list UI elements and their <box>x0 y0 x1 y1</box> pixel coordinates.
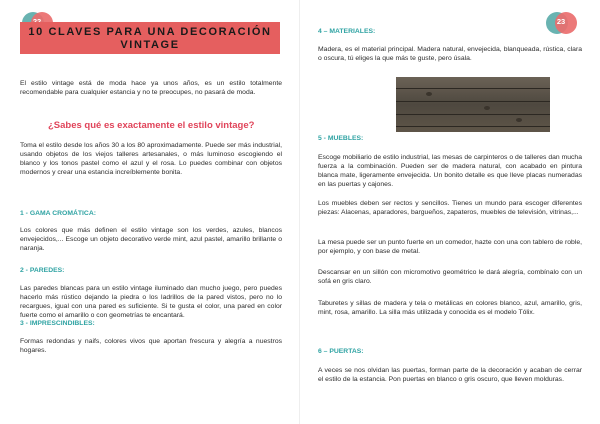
page-number: 23 <box>556 17 566 26</box>
section-text-imprescindibles: Formas redondas y naifs, colores vivos que aportan frescura y alegría a nuestros hogares. <box>20 338 282 354</box>
wood-planks-photo <box>396 77 550 132</box>
muebles-paragraph-1: Escoge mobiliario de estilo industrial, las mesas de carpinteros o de talleres dan mucha fuerza a la combinación. Pueden ser de madera natural, con acabado en pintura blanca mate, ligeramente envejecida. Un bonito detalle es que lleve placas numeradas en las puertas y cajones. <box>318 154 582 188</box>
title-line-1: 10 CLAVES PARA UNA DECORACIÓN <box>28 26 272 38</box>
section-heading-paredes: 2 - PAREDES: <box>20 267 65 274</box>
question-heading: ¿Sabes qué es exactamente el estilo vintage? <box>48 120 255 131</box>
section-text-puertas: A veces se nos olvidan las puertas, forman parte de la decoración y acaban de cerrar el estilo de la estancia. Pon puertas en blanco o gris oscuro, que lleven molduras. <box>318 367 582 383</box>
section-heading-materiales: 4 – MATERIALES: <box>318 28 376 35</box>
intro-paragraph: El estilo vintage está de moda hace ya unos años, es un estilo totalmente recomendable para cualquier estancia y no te preocupes, no pasará de moda. <box>20 80 282 96</box>
title-line-2: VINTAGE <box>120 39 180 51</box>
section-text-materiales: Madera, es el material principal. Madera natural, envejecida, blanqueada, rústica, clara o oscura, tú eliges la que más te guste, pero úsala. <box>318 46 582 62</box>
section-heading-muebles: 5 - MUEBLES: <box>318 135 364 142</box>
section-heading-puertas: 6 – PUERTAS: <box>318 348 364 355</box>
section-heading-imprescindibles: 3 - IMPRESCINDIBLES: <box>20 320 95 327</box>
right-page <box>300 0 600 424</box>
definition-paragraph: Toma el estilo desde los años 30 a los 80 aproximadamente. Puede ser más industrial, usando objetos de los viejos talleres artesanales, o más luminoso escogiendo el blanco y los tonos pastel como el azul y el rosa. Lo puedes combinar con objetos modernos y crear una estancia increíblemente bonita. <box>20 142 282 176</box>
section-heading-gama: 1 - GAMA CROMÁTICA: <box>20 210 97 217</box>
page-title <box>20 26 280 52</box>
muebles-paragraph-5: Taburetes y sillas de madera y tela o metálicas en colores blanco, azul, amarillo, gris, mint, rosa, amarillo. La silla más utilizada y conocida es el modelo Tólix. <box>318 300 582 316</box>
muebles-paragraph-4: Descansar en un sillón con micromotivo geométrico le dará alegría, combínalo con un sofá en gris claro. <box>318 269 582 285</box>
section-text-gama: Los colores que más definen el estilo vintage son los verdes, azules, blancos envejecidos,... Escoge un objeto decorativo verde mint, azul pastel, amarillo brillante o naranja. <box>20 227 282 252</box>
muebles-paragraph-3: La mesa puede ser un punto fuerte en un comedor, hazte con una con tablero de roble, por ejemplo, y con base de metal. <box>318 239 582 255</box>
muebles-paragraph-2: Los muebles deben ser rectos y sencillos. Tienes un mundo para escoger diferentes piezas: Alacenas, aparadores, bargueños, zapateros, muebles de televisión, vitrinas,... <box>318 200 582 216</box>
page-number-badge <box>546 12 576 34</box>
section-text-paredes: Las paredes blancas para un estilo vintage iluminado dan mucho juego, pero puedes hacerlo más rústico dejando la piedra o los ladrillos de la pared vistos, pero no lo recargues, igual con una pared es suficiente. Si te gusta el color, una pared en color fuerte como el amarillo o con geometrías te encantará. <box>20 285 282 319</box>
